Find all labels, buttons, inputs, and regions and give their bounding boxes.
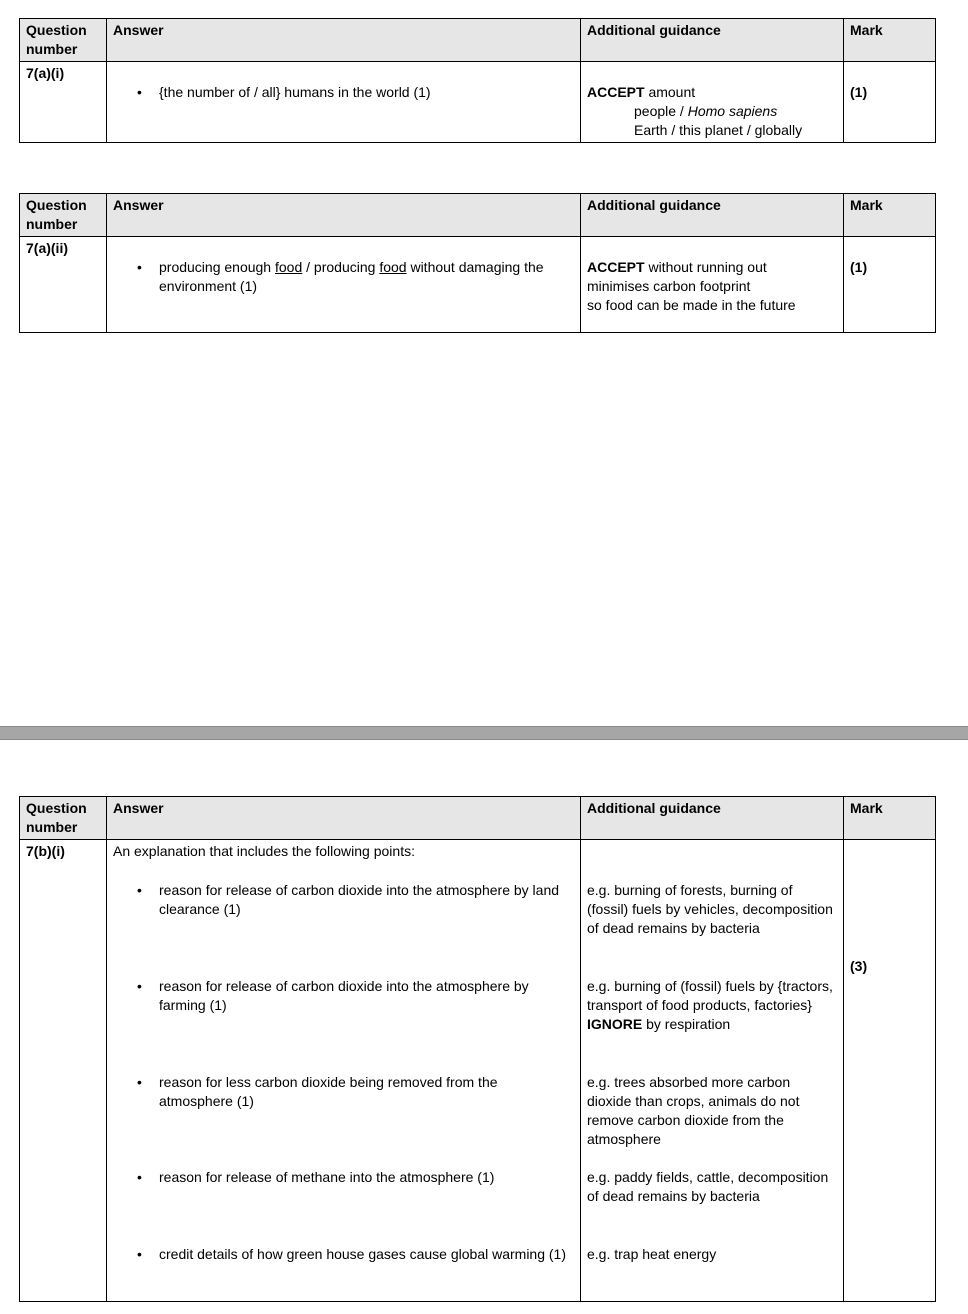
guidance-line: minimises carbon footprint: [587, 278, 751, 294]
answer-point: • {the number of / all} humans in the world (1): [159, 83, 574, 102]
table-row: [20, 237, 936, 333]
guidance-item: [587, 977, 837, 1054]
mark-header: Mark: [844, 19, 936, 62]
additional-guidance-header: Additional guidance: [581, 194, 844, 237]
answer-text-b: / producing: [302, 259, 380, 275]
answer-food-2: food: [379, 259, 407, 275]
mark-header: Mark: [844, 797, 936, 840]
mark-cell: [844, 62, 936, 143]
answer-header: Answer: [107, 194, 581, 237]
table-row: [20, 840, 936, 1302]
answer-point: • reason for release of carbon dioxide into the atmosphere by land clearance (1): [159, 881, 574, 958]
accept-text: without running out: [644, 259, 767, 275]
header-row: [20, 194, 936, 237]
header-row: [20, 797, 936, 840]
question-number-header: Question number: [20, 194, 107, 237]
mark-scheme-table-7ai: [19, 18, 936, 143]
answer-header: Answer: [107, 19, 581, 62]
guidance-item: e.g. paddy fields, cattle, decomposition of dead remains by bacteria: [587, 1169, 829, 1204]
answer-point: [159, 258, 574, 296]
guidance-earth: Earth / this planet / globally: [634, 122, 803, 138]
answer-point: • credit details of how green house gases cause global warming (1): [159, 1245, 574, 1264]
mark-value: (3): [850, 958, 868, 974]
question-number: 7(b)(i): [20, 840, 107, 1302]
guidance-item: e.g. trap heat energy: [587, 1246, 717, 1262]
answer-point: • reason for less carbon dioxide being removed from the atmosphere (1): [159, 1073, 574, 1149]
mark-value: (1): [850, 84, 868, 100]
guidance-cell: [581, 237, 844, 333]
question-number: 7(a)(i): [20, 62, 107, 143]
question-number: 7(a)(ii): [20, 237, 107, 333]
answer-intro: An explanation that includes the following points:: [113, 843, 415, 859]
guidance-text: e.g. burning of (fossil) fuels by {tractors, transport of food products, factories}: [587, 978, 833, 1013]
guidance-cell: [581, 840, 844, 1302]
mark-header: Mark: [844, 194, 936, 237]
answer-food-1: food: [275, 259, 303, 275]
accept-label: ACCEPT: [587, 84, 645, 100]
guidance-line: so food can be made in the future: [587, 297, 796, 313]
guidance-item: e.g. burning of forests, burning of (fossil) fuels by vehicles, decomposition of dead remains by bacteria: [587, 882, 833, 936]
answer-cell: [107, 62, 581, 143]
accept-text: amount: [644, 84, 696, 100]
answer-cell: [107, 237, 581, 333]
guidance-people: people /: [634, 103, 688, 119]
accept-label: ACCEPT: [587, 259, 645, 275]
mark-scheme-table-7bi: [19, 796, 936, 1302]
answer-point: • reason for release of methane into the atmosphere (1): [159, 1168, 574, 1226]
answer-point: • reason for release of carbon dioxide into the atmosphere by farming (1): [159, 977, 574, 1054]
header-row: [20, 19, 936, 62]
page-separator: [0, 726, 968, 740]
mark-cell: [844, 840, 936, 1302]
additional-guidance-header: Additional guidance: [581, 797, 844, 840]
guidance-item: e.g. trees absorbed more carbon dioxide than crops, animals do not remove carbon dioxide from the atmosphere: [587, 1074, 800, 1147]
answer-header: Answer: [107, 797, 581, 840]
additional-guidance-header: Additional guidance: [581, 19, 844, 62]
ignore-label: IGNORE: [587, 1016, 643, 1032]
question-number-header: Question number: [20, 797, 107, 840]
question-number-header: Question number: [20, 19, 107, 62]
guidance-cell: [581, 62, 844, 143]
mark-cell: [844, 237, 936, 333]
mark-scheme-table-7aii: [19, 193, 936, 333]
mark-value: (1): [850, 259, 868, 275]
ignore-text: by respiration: [642, 1016, 731, 1032]
answer-text-c: without damaging the environment (1): [159, 259, 544, 294]
table-row: [20, 62, 936, 143]
answer-cell: [107, 840, 581, 1302]
guidance-homo-sapiens: Homo sapiens: [687, 103, 778, 119]
answer-text-a: producing enough: [159, 259, 275, 275]
